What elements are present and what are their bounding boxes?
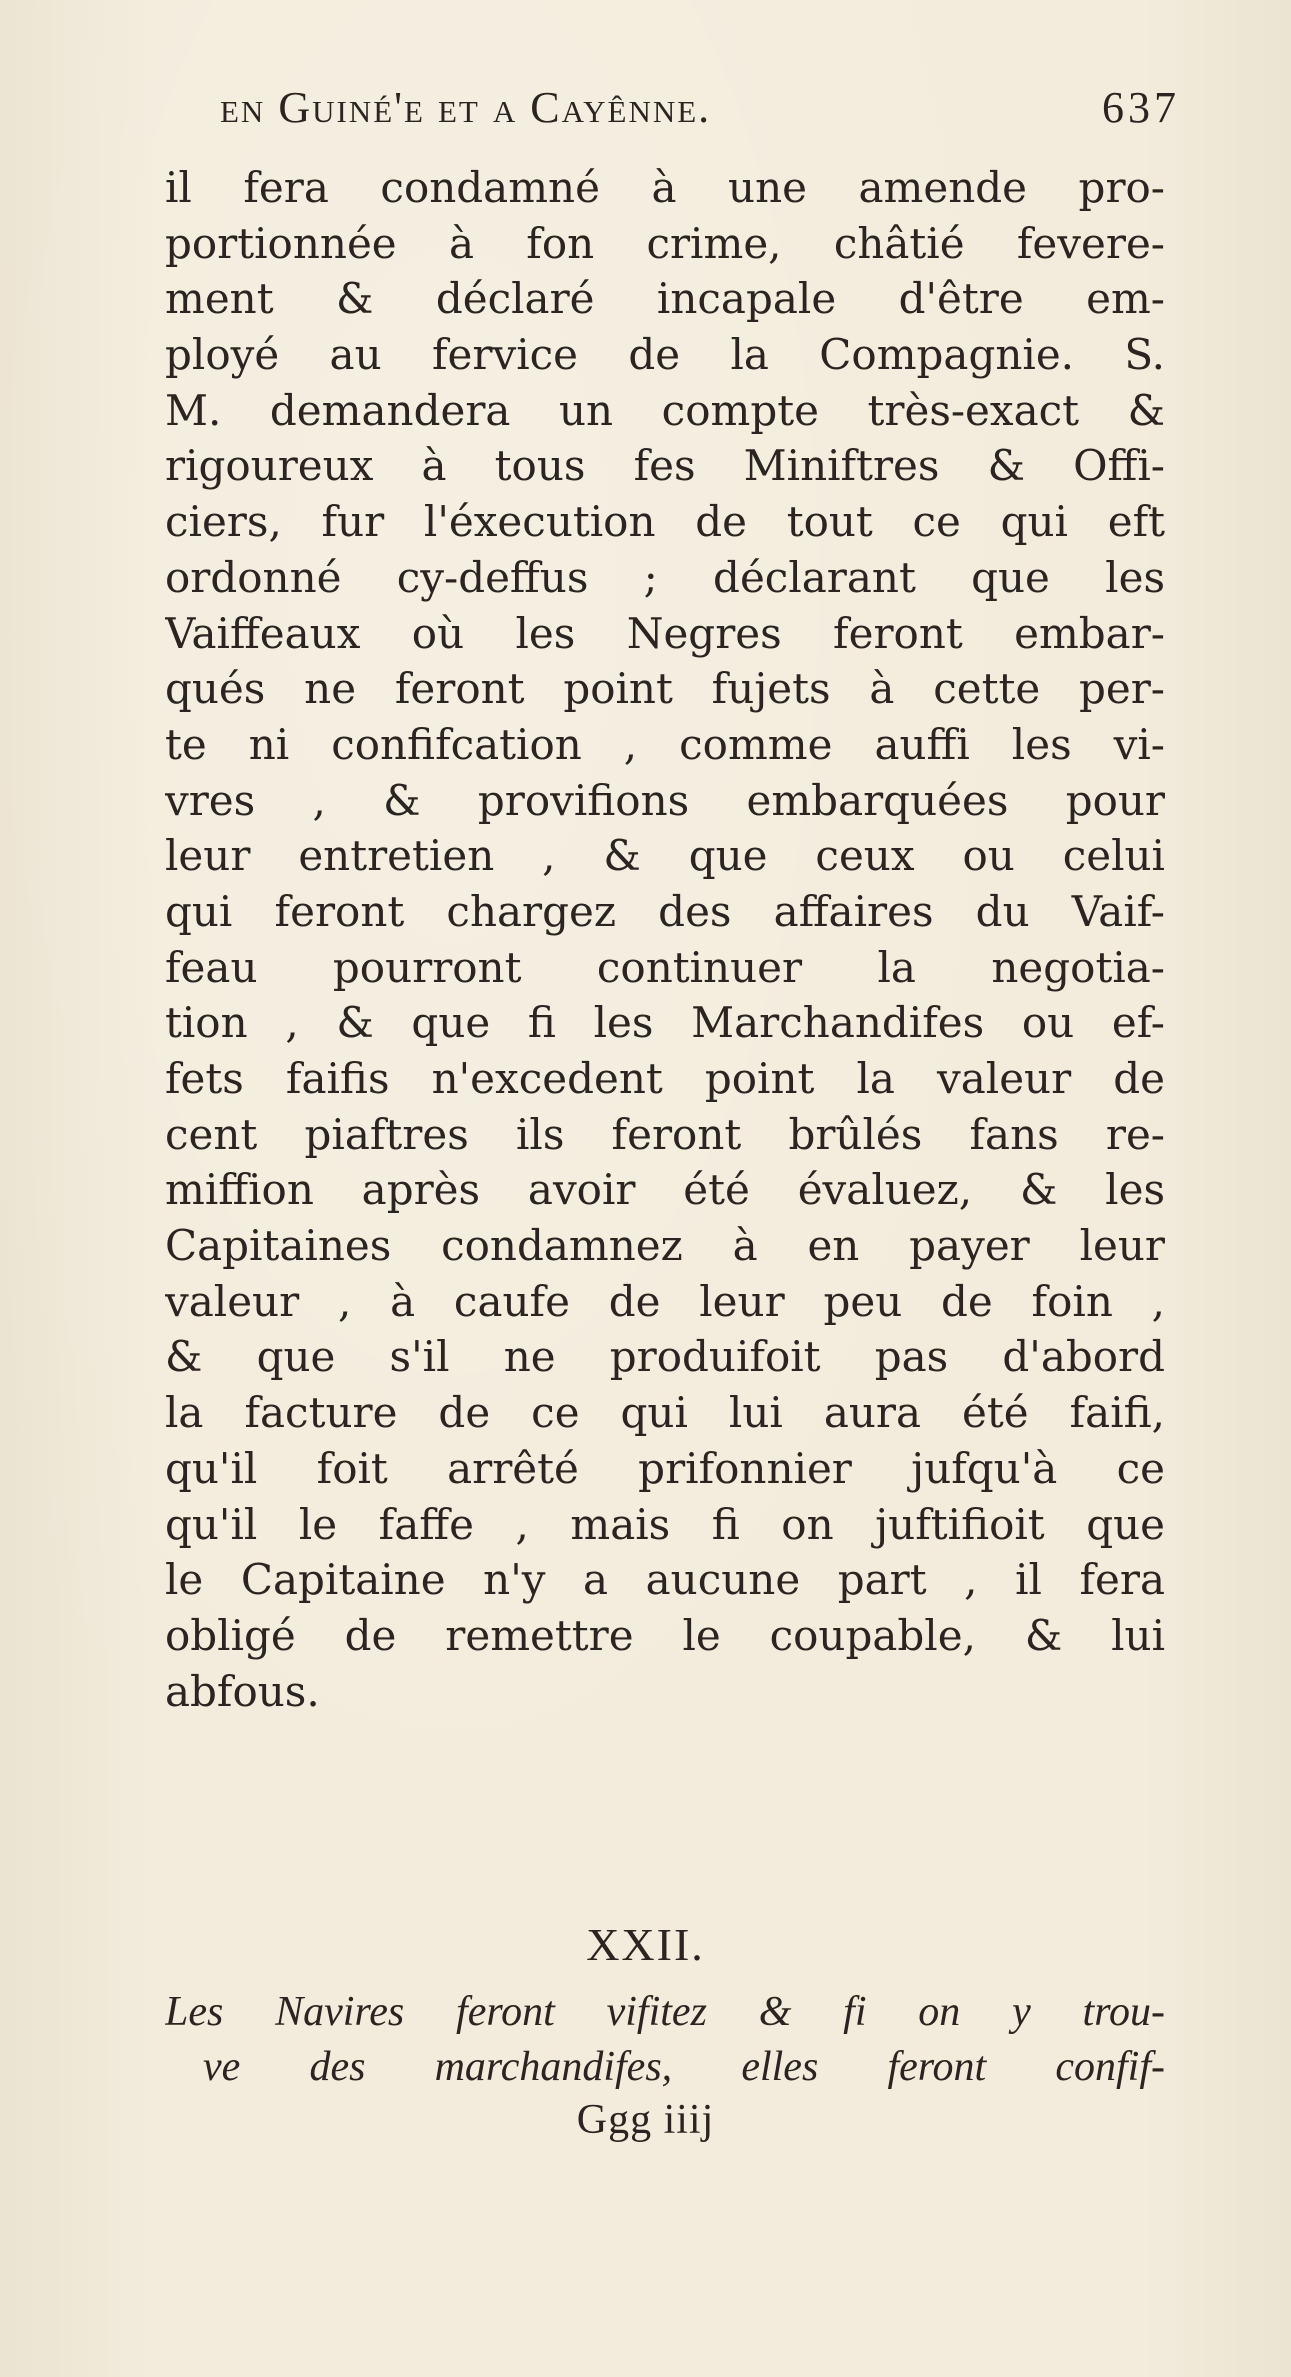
text-line: rigoureux à tous fes Miniftres & Offi- bbox=[165, 441, 1165, 491]
article-summary bbox=[165, 1985, 1165, 2095]
text-line: & que s'il ne produifoit pas d'abord bbox=[165, 1332, 1165, 1382]
running-head-title: en Guiné'e et a Cayênne. bbox=[220, 83, 712, 132]
text-line: Capitaines condamnez à en payer leur bbox=[165, 1221, 1165, 1271]
text-line: qui feront chargez des affaires du Vaif- bbox=[165, 886, 1165, 936]
text-line: qu'il le faffe , mais fi on juftifioit que bbox=[165, 1499, 1165, 1549]
text-line: vres , & provifions embarquées pour bbox=[165, 775, 1165, 825]
text-line: te ni confifcation , comme auffi les vi- bbox=[165, 719, 1165, 769]
page-number: 637 bbox=[1102, 83, 1180, 132]
text-line: valeur , à caufe de leur peu de foin , bbox=[165, 1276, 1165, 1326]
text-line: le Capitaine n'y a aucune part , il fera bbox=[165, 1555, 1165, 1605]
text-line: ordonné cy-deffus ; déclarant que les bbox=[165, 552, 1165, 602]
text-line: la facture de ce qui lui aura été faifi, bbox=[165, 1388, 1165, 1438]
text-line: Vaiffeaux où les Negres feront embar- bbox=[165, 608, 1165, 658]
text-line: ment & déclaré incapale d'être em- bbox=[165, 274, 1165, 324]
text-line: fets faifis n'excedent point la valeur de bbox=[165, 1054, 1165, 1103]
text-line: cent piaftres ils feront brûlés fans re- bbox=[165, 1109, 1165, 1159]
text-line: abfous. bbox=[165, 1666, 320, 1716]
signature-mark: Ggg iiij bbox=[576, 2097, 715, 2143]
text-line: obligé de remettre le coupable, & lui bbox=[165, 1610, 1165, 1660]
text-line: miffion après avoir été évaluez, & les bbox=[165, 1165, 1165, 1215]
body-paragraph bbox=[165, 160, 1165, 1719]
text-line: feau pourront continuer la negotia- bbox=[165, 942, 1165, 992]
text-line: ciers, fur l'éxecution de tout ce qui eft bbox=[165, 497, 1165, 547]
summary-line: Les Navires feront vifitez & fi on y trou- bbox=[165, 1989, 1165, 2035]
text-line: leur entretien , & que ceux ou celui bbox=[165, 831, 1165, 881]
summary-line: ve des marchandifes, elles feront confif- bbox=[203, 2044, 1165, 2090]
text-line: M. demandera un compte très-exact & bbox=[165, 385, 1165, 435]
running-head bbox=[220, 82, 1180, 133]
text-line: il fera condamné à une amende pro- bbox=[165, 163, 1165, 212]
text-line: tion , & que fi les Marchandifes ou ef- bbox=[165, 998, 1165, 1048]
text-line: portionnée à fon crime, châtié fevere- bbox=[165, 218, 1165, 268]
text-line: ployé au fervice de la Compagnie. S. bbox=[165, 330, 1165, 380]
text-line: qu'il foit arrêté prifonnier jufqu'à ce bbox=[165, 1443, 1165, 1493]
section-heading: XXII. bbox=[586, 1919, 705, 1970]
text-line: qués ne feront point fujets à cette per- bbox=[165, 664, 1165, 714]
